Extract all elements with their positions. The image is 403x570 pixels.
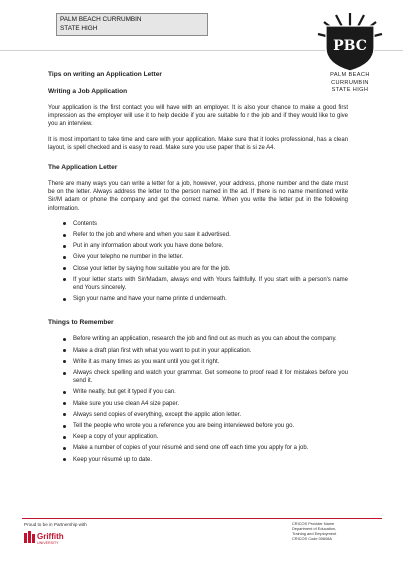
griffith-logo-text: Griffith: [37, 532, 64, 541]
crest-caption-line-1: PALM BEACH: [330, 72, 370, 78]
bullet-icon: [63, 234, 66, 237]
things-to-remember-list: [48, 335, 348, 463]
school-crest-logo: [316, 12, 384, 72]
list-item: Keep your résumé up to date.: [48, 456, 348, 464]
list-item: Close your letter by saying how suitable you are for the job.: [48, 265, 348, 273]
school-name-box: [56, 13, 208, 36]
paragraph: Your application is the first contact you will have with an employer. It is also your chance to make a good first impression as the employer will use it to help decide if you are suitable fo r the job and if they would like to give you an interview.: [48, 105, 348, 128]
list-item: Put in any information about work you have done before.: [48, 242, 348, 250]
bullet-icon: [63, 372, 66, 375]
bullet-icon: [63, 447, 66, 450]
bullet-icon: [63, 222, 66, 225]
list-item: Make a draft plan first with what you want to put in your application.: [48, 347, 348, 355]
list-item: If your letter starts with Sir/Madam, always end with Yours faithfully. If you start with a person's name end Yours sincerely.: [48, 276, 348, 292]
list-item: Keep a copy of your application.: [48, 433, 348, 441]
cricos-info: [292, 521, 336, 541]
cricos-line: Training and Employment: [292, 531, 337, 536]
partnership-text: Proud to be in Partnership with: [24, 522, 87, 527]
crest-caption-line-3: STATE HIGH: [331, 87, 369, 94]
letter-contents-list: [48, 220, 348, 304]
section-heading-application-letter: The Application Letter: [48, 164, 118, 172]
paragraph: It is most important to take time and care with your application. Make sure that it looks professional, has a clean layout, is spell checked and is easy to read. Make sure you use paper that is si ze A4.: [48, 136, 348, 151]
bullet-icon: [63, 267, 66, 270]
bullet-icon: [63, 245, 66, 248]
crest-letters: PBC: [333, 38, 367, 54]
bullet-icon: [63, 413, 66, 416]
griffith-emblem-icon: [24, 531, 35, 543]
document-body: [48, 71, 348, 475]
bullet-icon: [63, 278, 66, 281]
cricos-line: CRICOS Provider Name: [292, 521, 335, 526]
list-item: Always send copies of everything, except the applic ation letter.: [48, 411, 348, 419]
bullet-icon: [63, 338, 66, 341]
list-item: Write it as many times as you want until you get it right.: [48, 358, 348, 366]
footer-divider: [22, 518, 382, 519]
school-name: PALM BEACH CURRUMBIN: [60, 16, 142, 23]
bullet-icon: [63, 402, 66, 405]
school-subname: STATE HIGH: [60, 25, 98, 32]
bullet-icon: [63, 256, 66, 259]
cricos-line: CRICOS Code 00608A: [292, 536, 333, 541]
list-item: Write neatly, but get it typed if you can.: [48, 388, 348, 396]
bullet-icon: [63, 436, 66, 439]
griffith-university-logo: [24, 531, 94, 545]
paragraph: There are many ways you can write a letter for a job, however, your address, phone number and the date must be on the letter. Always address the letter to the person named in the ad. If there is no name mentioned write Sir/M adam or phone the company and get the correct name. When you write the letter put in the following information.: [48, 181, 348, 212]
griffith-logo-subtext: UNIVERSITY: [37, 541, 59, 545]
bullet-icon: [63, 298, 66, 301]
section-heading-job-application: Writing a Job Application: [48, 88, 128, 95]
crest-caption-line-2: CURRUMBIN: [331, 79, 369, 86]
cricos-line: Department of Education,: [292, 526, 337, 531]
list-item: Give your telepho ne number in the letter.: [48, 253, 348, 261]
list-item: Tell the people who wrote you a reference you are being interviewed before you go.: [48, 422, 348, 430]
section-heading-things-to-remember: Things to Remember: [48, 319, 114, 327]
bullet-icon: [63, 360, 66, 363]
bullet-icon: [63, 391, 66, 394]
list-item: Always check spelling and watch your grammar. Get someone to proof read it for mistakes before you send it.: [48, 369, 348, 385]
bullet-icon: [63, 458, 66, 461]
list-item: Make sure you use clean A4 size paper.: [48, 400, 348, 408]
bullet-icon: [63, 349, 66, 352]
list-item: Make a number of copies of your résumé and send one off each time you apply for a job.: [48, 444, 348, 452]
list-item: Before writing an application, research the job and find out as much as you can about the company.: [48, 335, 348, 343]
document-title: Tips on writing an Application Letter: [48, 71, 162, 78]
list-item: Contents: [48, 220, 348, 228]
list-item: Refer to the job and where and when you saw it advertised.: [48, 231, 348, 239]
bullet-icon: [63, 425, 66, 428]
list-item: Sign your name and have your name printe d underneath.: [48, 295, 348, 303]
